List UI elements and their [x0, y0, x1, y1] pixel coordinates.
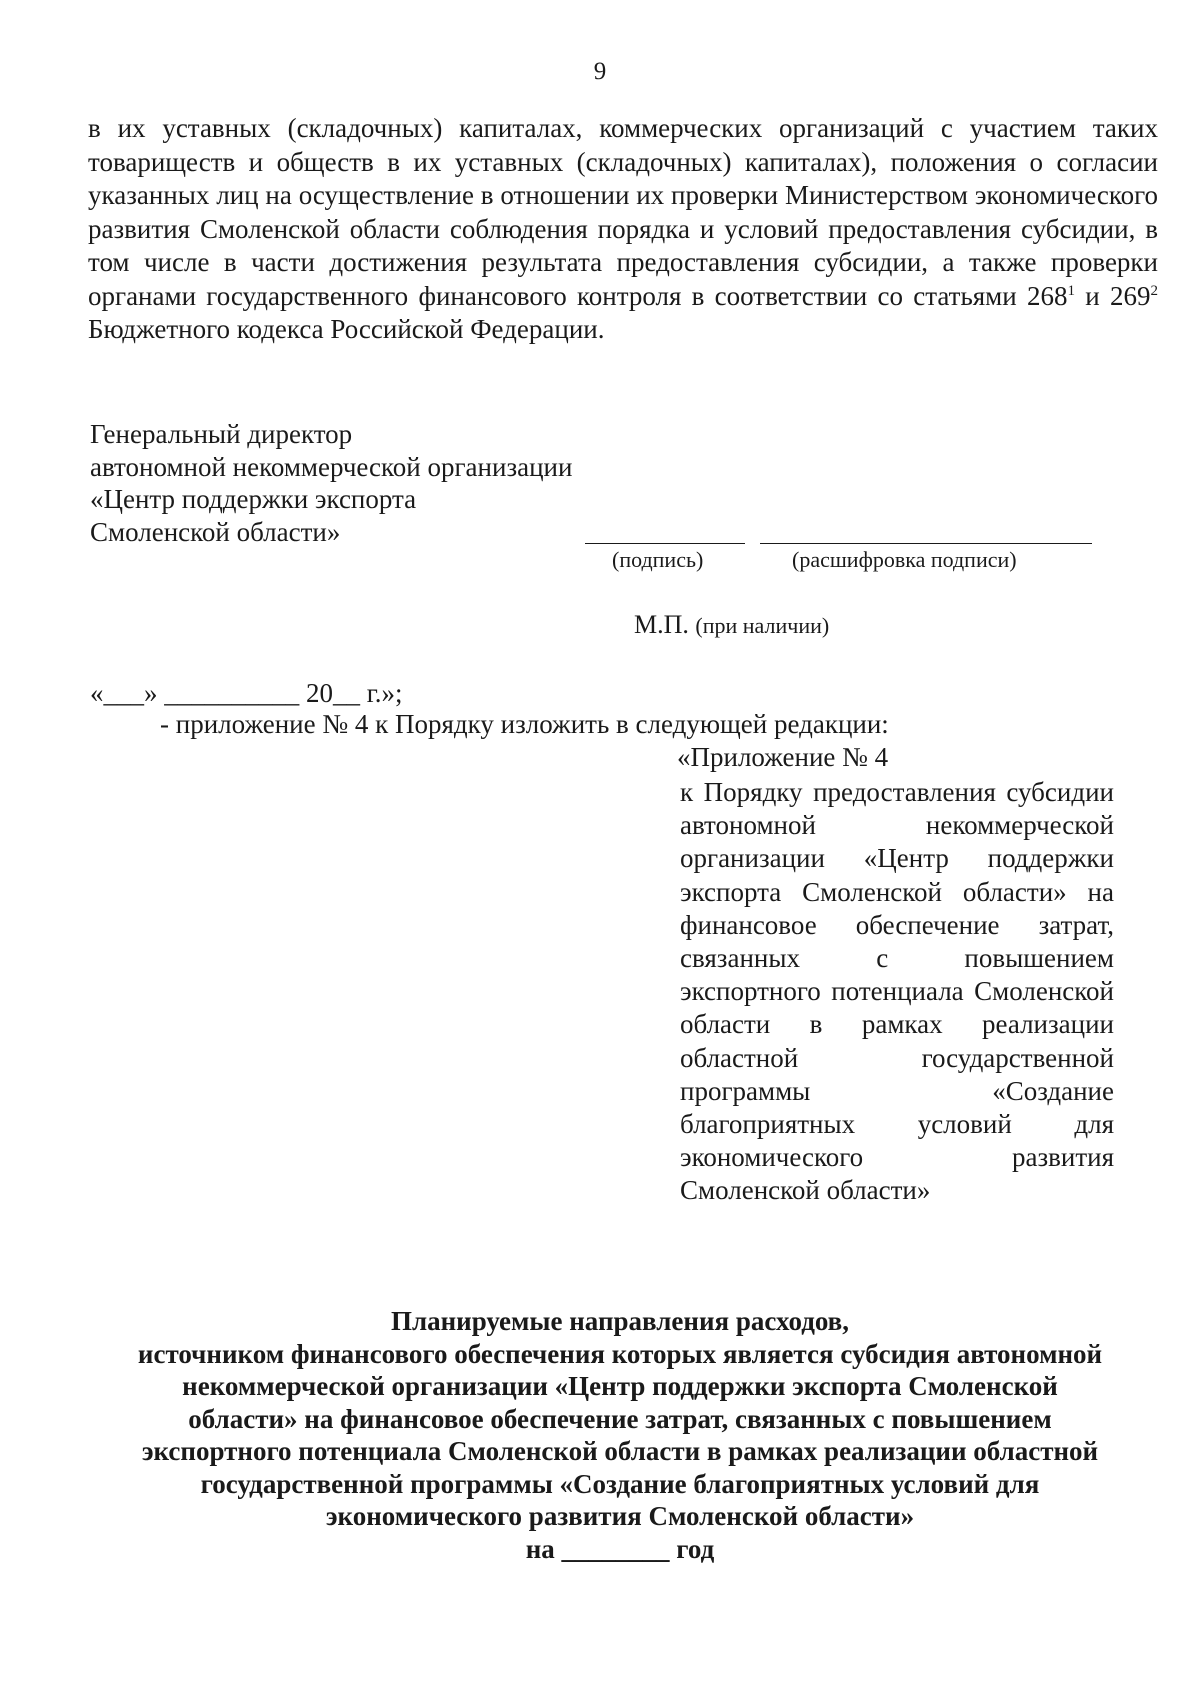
heading-line-6: государственной программы «Создание благоприятных условий для: [200, 1468, 1040, 1499]
date-line: «___» __________ 20__ г.»;: [90, 678, 403, 708]
heading-line-2: источником финансового обеспечения которых является субсидия автономной: [137, 1338, 1103, 1369]
signature-decryption-caption: (расшифровка подписи): [792, 547, 1017, 572]
intro-text-part-2: и 269: [1075, 280, 1151, 311]
signatory-line-3: «Центр поддержки экспорта: [90, 484, 417, 514]
seal-placeholder: [634, 610, 829, 640]
signatory-line-4: Смоленской области»: [90, 516, 341, 547]
document-heading: [90, 1305, 1150, 1565]
signatory-line-1: Генеральный директор: [90, 419, 353, 449]
intro-paragraph: [88, 112, 1158, 347]
appendix-title: «Приложение № 4: [677, 742, 889, 772]
appendix-body: к Порядку предоставления субсидии автономной некоммерческой организации «Центр поддержки экспорта Смоленской области» на финансовое обеспечение затрат, связанных с повышением экспортного потенциала Смоленской области в рамках реализации областной государственной программы «Создание благоприятных условий для экономического развития Смоленской области»: [680, 777, 1114, 1206]
intro-text-part-1: в их уставных (складочных) капиталах, коммерческих организаций с участием таких товариществ и обществ в их уставных (складочных) капиталах), положения о согласии указанных лиц на осуществление в отношении их проверки Министерством экономического развития Смоленской области соблюдения порядка и условий предоставления субсидии, в том числе в части достижения результата предоставления субсидии, а также проверки органами государственного финансового контроля в соответствии со статьями 268: [88, 113, 1158, 311]
article-269-superscript: 2: [1150, 282, 1158, 299]
amendment-line: - приложение № 4 к Порядку изложить в следующей редакции:: [160, 709, 889, 739]
signature-line: [585, 543, 745, 544]
heading-line-3: некоммерческой организации «Центр поддержки экспорта Смоленской: [182, 1371, 1058, 1401]
heading-line-1: Планируемые направления расходов,: [390, 1306, 850, 1336]
heading-line-5: экспортного потенциала Смоленской области в рамках реализации областной: [141, 1436, 1099, 1466]
seal-label: М.П.: [634, 610, 689, 639]
heading-year-line: на ________ год: [525, 1533, 715, 1564]
heading-line-4: области» на финансовое обеспечение затрат, связанных с повышением: [188, 1403, 1052, 1434]
seal-note: (при наличии): [695, 613, 830, 638]
article-268-superscript: 1: [1067, 282, 1075, 299]
page-number: 9: [593, 58, 607, 85]
heading-line-7: экономического развития Смоленской области»: [325, 1501, 915, 1531]
intro-text-part-3: Бюджетного кодекса Российской Федерации.: [88, 314, 605, 344]
signature-decryption-line: [760, 543, 1092, 544]
signatory-block: [90, 418, 572, 548]
signature-caption: (подпись): [612, 547, 704, 572]
signatory-line-2: автономной некоммерческой организации: [90, 451, 573, 482]
